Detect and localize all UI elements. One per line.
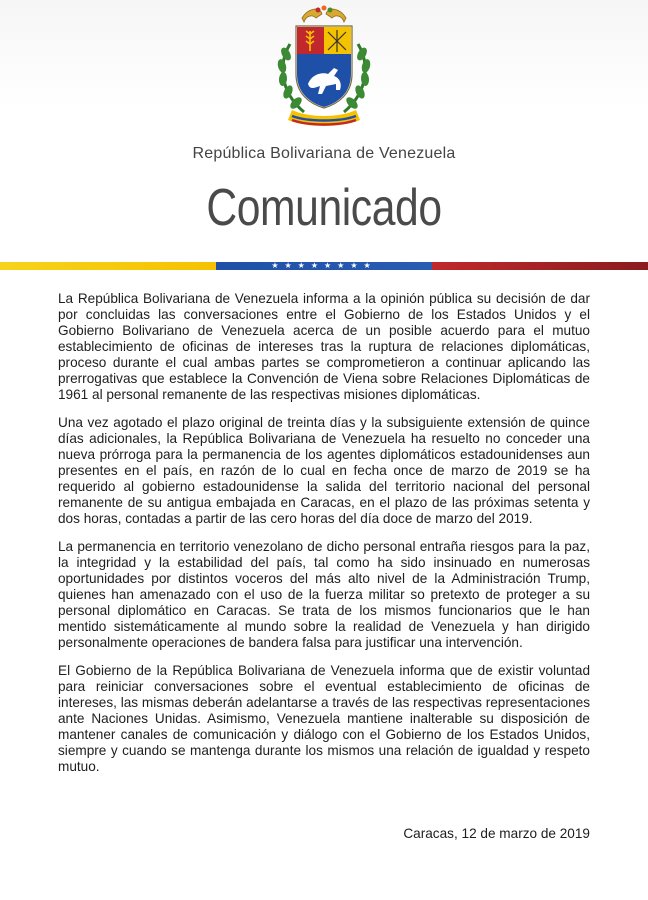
flag-band-red	[432, 262, 648, 270]
republic-name: República Bolivariana de Venezuela	[192, 145, 456, 162]
venezuela-coat-of-arms-icon	[264, 4, 384, 130]
paragraph-4: El Gobierno de la República Bolivariana de Venezuela informa que de existir voluntad para reiniciar conversaciones sobre el eventual establecimiento de oficinas de intereses, las mismas deberán adelantarse a través de las respectivas representaciones ante Naciones Unidas. Asimismo, Venezuela mantiene inalterable su disposición de mantener canales de comunicación y diálogo con el Gobierno de los Estados Unidos, siempre y cuando se mantenga durante los mismos una relación de igualdad y respeto mutuo.	[58, 663, 590, 774]
place-and-date: Caracas, 12 de marzo de 2019	[403, 826, 590, 841]
paragraph-3: La permanencia en territorio venezolano de dicho personal entraña riesgos para la paz, la integridad y la estabilidad del país, tal como ha sido insinuado en numerosas oportunidades por distintos voceros del más alto nivel de la Administración Trump, quienes han amenazado con el uso de la fuerza militar so pretexto de proteger a su personal diplomático en Caracas. Se trata de los mismos funcionarios que le han mentido sistemáticamente al mundo sobre la realidad de Venezuela y han dirigido personalmente operaciones de bandera falsa para justificar una intervención.	[58, 539, 590, 650]
flag-stars: ★★★★★★★★	[271, 261, 377, 270]
flag-band-blue	[216, 262, 432, 270]
paragraph-1: La República Bolivariana de Venezuela informa a la opinión pública su decisión de dar por concluidas las conversaciones entre el Gobierno de los Estados Unidos y el Gobierno Bolivariano de Venezuela acerca de un posible acuerdo para el mutuo establecimiento de oficinas de intereses tras la ruptura de relaciones diplomáticas, proceso durante el cual ambas partes se comprometieron a continuar aplicando las prerrogativas que establece la Convención de Viena sobre Relaciones Diplomáticas de 1961 al personal remanente de las respectivas misiones diplomáticas.	[58, 291, 590, 402]
page-title: Comunicado	[206, 179, 442, 237]
flag-band-yellow	[0, 262, 216, 270]
flag-color-band	[0, 262, 648, 270]
paragraph-2: Una vez agotado el plazo original de treinta días y la subsiguiente extensión de quince días adicionales, la República Bolivariana de Venezuela ha resuelto no conceder una nueva prórroga para la permanencia de los agentes diplomáticos estadounidenses aun presentes en el país, en razón de lo cual en fecha once de marzo de 2019 se ha requerido al gobierno estadounidense la salida del territorio nacional del personal remanente de su antigua embajada en Caracas, en el plazo de las próximas setenta y dos horas, contadas a partir de las cero horas del día doce de marzo del 2019.	[58, 415, 590, 526]
communique-body	[58, 291, 590, 787]
